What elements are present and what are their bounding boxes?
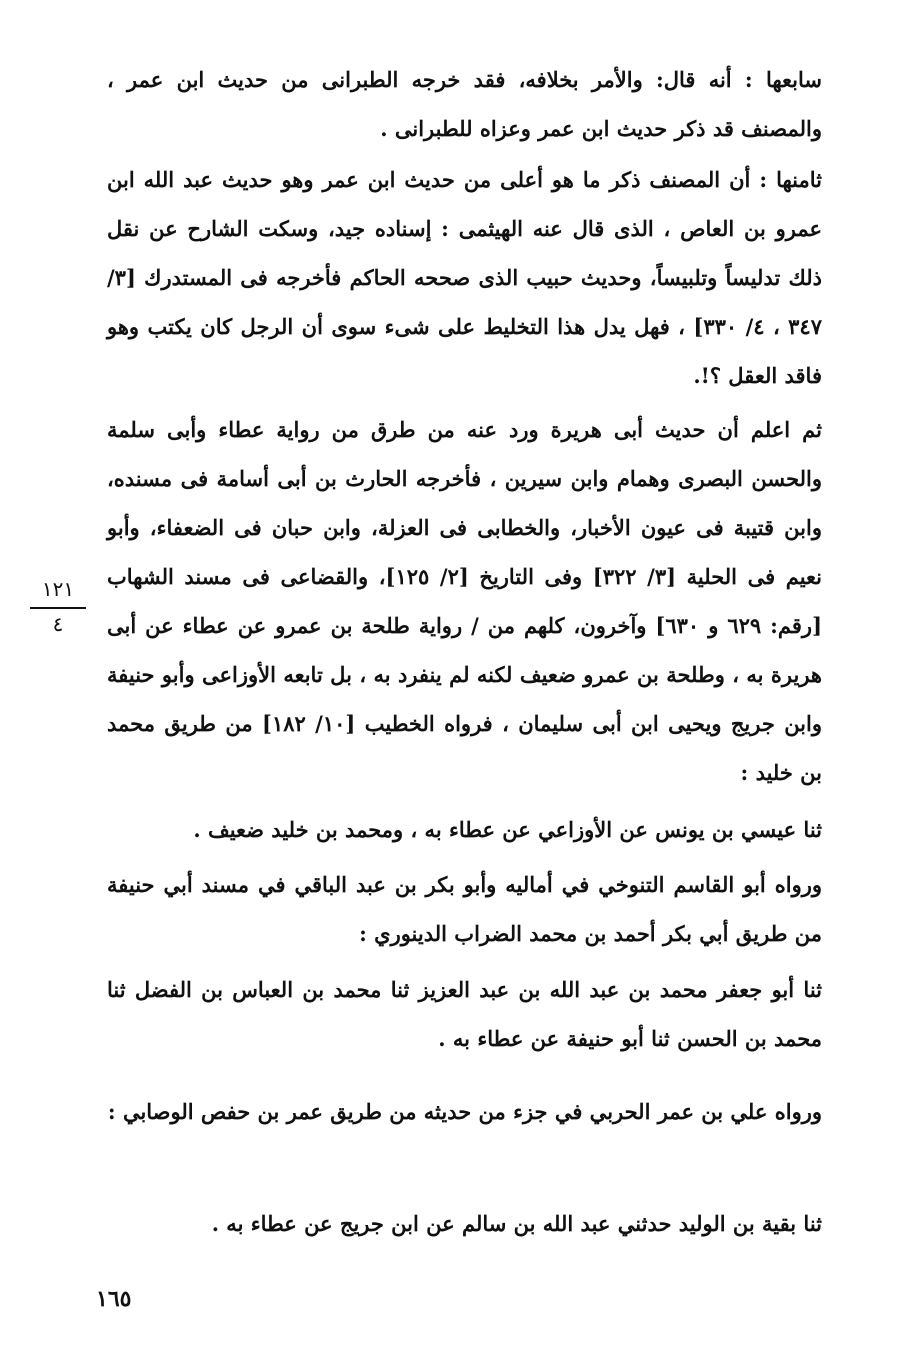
- paragraph-text: ثنا عيسي بن يونس عن الأوزاعي عن عطاء به ، ومحمد بن خليد ضعيف .: [193, 817, 822, 842]
- paragraph-text: ورواه أبو القاسم التنوخي في أماليه وأبو بكر بن عبد الباقي في مسند أبي حنيفة من طريق أبي بكر أحمد بن محمد الضراب الدينوري :: [107, 872, 822, 946]
- paragraph-text: ثم اعلم أن حديث أبى هريرة ورد عنه من طرق من رواية عطاء وأبى سلمة والحسن البصرى وهمام وابن سيرين ، فأخرجه الحارث بن أبى أسامة فى مسنده، وابن قتيبة فى عيون الأخبار، والخطابى فى العزلة، وابن حبان فى الضعفاء، وأبو نعيم فى الحلية [٣/ ٣٢٢] وفى التاريخ [٢/ ١٢٥]، والقضاعى فى مسند الشهاب [رقم: ٦٢٩ و ٦٣٠] وآخرون، كلهم من / رواية طلحة بن عمرو عن عطاء عن أبى هريرة به ، وطلحة بن عمرو ضعيف لكنه لم ينفرد به ، بل تابعه الأوزاعى وأبو حنيفة وابن جريج ويحيى ابن أبى سليمان ، فرواه الخطيب [١٠/ ١٨٢] من طريق محمد بن خليد :: [107, 417, 823, 785]
- paragraph-text: ثنا أبو جعفر محمد بن عبد الله بن عبد العزيز ثنا محمد بن العباس بن الفضل ثنا محمد بن الحسن ثنا أبو حنيفة عن عطاء به .: [107, 977, 822, 1051]
- margin-line-number: ٤: [52, 612, 64, 636]
- paragraph-isa-ibn-yunus-chain: [107, 805, 822, 854]
- margin-folio-number: ١٢١: [41, 577, 75, 601]
- paragraph-eighth-point: [107, 155, 822, 400]
- paragraph-hadith-abu-huraira: [107, 405, 822, 797]
- paragraph-text: ورواه علي بن عمر الحربي في جزء من حديثه من طريق عمر بن حفص الوصابي :: [107, 1099, 822, 1124]
- paragraph-text: سابعها : أنه قال: والأمر بخلافه، فقد خرجه الطبرانى من حديث ابن عمر ، والمصنف قد ذكر حديث ابن عمر وعزاه للطبرانى .: [107, 67, 822, 141]
- paragraph-text: ثامنها : أن المصنف ذكر ما هو أعلى من حديث ابن عمر وهو حديث عبد الله ابن عمرو بن العاص ، الذى قال عنه الهيثمى : إسناده جيد، وسكت الشارح عن نقل ذلك تدليساً وتلبيساً، وحديث حبيب الذى صححه الحاكم فأخرجه فى المستدرك [٣/ ٣٤٧ ، ٤/ ٣٣٠] ، فهل يدل هذا التخليط على شىء سوى أن الرجل كان يكتب وهو فاقد العقل ؟!.: [107, 167, 822, 388]
- paragraph-seventh-point: [107, 55, 822, 153]
- paragraph-tanukhi-narration: [107, 860, 822, 958]
- paragraph-harbi-narration: [107, 1087, 822, 1136]
- paragraph-baqiyya-chain: [107, 1199, 822, 1248]
- margin-divider: [30, 607, 86, 609]
- paragraph-text: ثنا بقية بن الوليد حدثني عبد الله بن سالم عن ابن جريج عن عطاء به .: [211, 1211, 822, 1236]
- paragraph-abu-jafar-chain: [107, 965, 822, 1063]
- margin-folio-reference: [28, 574, 88, 639]
- page-number: ١٦٥: [96, 1286, 132, 1312]
